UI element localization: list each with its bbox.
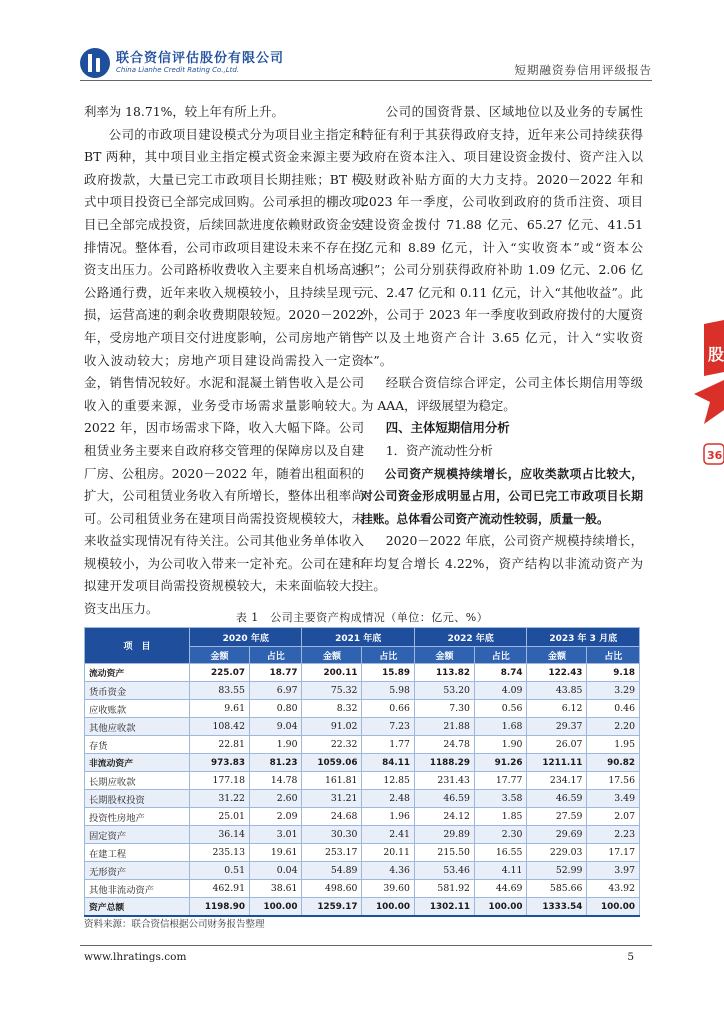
row-label: 其他非流动资产	[85, 880, 190, 898]
logo-english-name: China Lianhe Credit Rating Co.,Ltd.	[116, 66, 240, 74]
share-cell: 2.09	[249, 808, 302, 826]
amount-cell: 29.37	[527, 718, 587, 736]
share-cell: 90.82	[587, 754, 640, 772]
paragraph: 公司的市政项目建设模式分为项目业主指定和 BT 两种，其中项目业主指定模式资金来源主要为政府拨款，大量已完工市政项目长期挂账；BT 模式中项目投资已全部完成回购。公司承担的棚改项目已全部完成投资，后续回款进度依赖财政资金安排情况。整体看，公司市政项目建设未来不存在投资支出压力。公司路桥收费收入主要来自机场高速公路通行费，近年来收入规模较小，且持续呈现亏损，运营高速的剩余收费期限较短。2020－2022 年，受房地产项目交付进度影响，公司房地产销售收入波动较大；房地产项目建设尚需投入一定资金，销售情况较好。水泥和混凝土销售收入是公司收入的重要来源，业务受市场需求量影响较大。2022 年，因市场需求下降，收入大幅下降。公司租赁业务主要来自政府移交管理的保障房以及自建厂房、公租房。2020－2022 年，随着出租面积的扩大，公司租赁业务收入有所增长，整体出租率尚可。公司租赁业务在建项目尚需投资规模较大，未来收益实现情况有待关注。公司其他业务单体收入规模较小，为公司收入带来一定补充。公司在建和拟建开发项目尚需投资规模较大，未来面临较大投资支出压力。	[84, 126, 364, 617]
amount-cell: 1198.90	[190, 898, 250, 917]
left-column	[84, 101, 364, 621]
period-header: 2022 年底	[414, 628, 526, 647]
amount-cell: 235.13	[190, 844, 250, 862]
amount-cell: 53.46	[414, 862, 474, 880]
row-label: 长期应收款	[85, 772, 190, 790]
amount-cell: 54.89	[302, 862, 362, 880]
amount-cell: 26.07	[527, 736, 587, 754]
amount-cell: 1059.06	[302, 754, 362, 772]
table-row	[85, 736, 640, 754]
share-cell: 7.23	[362, 718, 415, 736]
share-cell: 81.23	[249, 754, 302, 772]
share-cell: 38.61	[249, 880, 302, 898]
share-header: 占比	[474, 647, 527, 664]
subsection-heading: 1．资产流动性分析	[385, 442, 493, 458]
asset-composition-table	[84, 627, 640, 917]
table-row	[85, 880, 640, 898]
table-source-note: 资料来源：联合资信根据公司财务报告整理	[84, 919, 265, 930]
share-cell: 17.17	[587, 844, 640, 862]
row-label: 长期股权投资	[85, 790, 190, 808]
paragraph: 2020－2022 年底，公司资产规模持续增长，年均复合增长 4.22%，资产结构以非流动资产为主。	[361, 533, 643, 594]
amount-cell: 161.81	[302, 772, 362, 790]
amount-cell: 52.99	[527, 862, 587, 880]
page-header	[80, 40, 652, 90]
amount-cell: 31.22	[190, 790, 250, 808]
amount-cell: 27.59	[527, 808, 587, 826]
share-cell: 2.41	[362, 826, 415, 844]
amount-cell: 24.68	[302, 808, 362, 826]
share-cell: 0.04	[249, 862, 302, 880]
table-caption: 表 1 公司主要资产构成情况（单位：亿元、%）	[235, 611, 489, 624]
amount-cell: 46.59	[414, 790, 474, 808]
amount-cell: 83.55	[190, 682, 250, 700]
row-label: 流动资产	[85, 664, 190, 682]
amount-cell: 22.81	[190, 736, 250, 754]
amount-cell: 200.11	[302, 664, 362, 682]
paragraph: 公司的国资背景、区域地位以及业务的专属性特征有利于其获得政府支持，近年来公司持续获得政府在资本注入、项目建设资金拨付、资产注入以及财政补贴方面的大力支持。2020－2022 年和 2023 年一季度，公司收到政府的货币注资、项目建设资金拨付 71.88 亿元、65.27 亿元、41.51 亿元和 8.89 亿元，计入“实收资本”或“资本公积”；公司分别获得政府补助 1.09 亿元、2.06 亿元、2.47 亿元和 0.11 亿元，计入“其他收益”。此外，公司于 2023 年一季度收到政府拨付的大厦资产以及土地资产合计 3.65 亿元，计入“实收资本”。	[361, 104, 643, 368]
share-cell: 14.78	[249, 772, 302, 790]
amount-cell: 229.03	[527, 844, 587, 862]
amount-cell: 43.85	[527, 682, 587, 700]
amount-cell: 22.32	[302, 736, 362, 754]
share-cell: 1.77	[362, 736, 415, 754]
row-label: 应收账款	[85, 700, 190, 718]
share-cell: 1.85	[474, 808, 527, 826]
share-header: 占比	[362, 647, 415, 664]
amount-cell: 113.82	[414, 664, 474, 682]
table-body	[85, 664, 640, 917]
amount-cell: 1188.29	[414, 754, 474, 772]
amount-cell: 30.30	[302, 826, 362, 844]
share-cell: 1.68	[474, 718, 527, 736]
share-cell: 17.77	[474, 772, 527, 790]
amount-cell: 1302.11	[414, 898, 474, 917]
period-header: 2023 年 3 月底	[527, 628, 640, 647]
share-cell: 100.00	[249, 898, 302, 917]
item-header: 项 目	[85, 628, 190, 664]
amount-header: 金额	[527, 647, 587, 664]
amount-cell: 29.69	[527, 826, 587, 844]
share-cell: 0.46	[587, 700, 640, 718]
amount-cell: 122.43	[527, 664, 587, 682]
share-cell: 100.00	[362, 898, 415, 917]
amount-cell: 498.60	[302, 880, 362, 898]
share-cell: 1.95	[587, 736, 640, 754]
share-cell: 5.98	[362, 682, 415, 700]
share-cell: 4.36	[362, 862, 415, 880]
amount-header: 金额	[190, 647, 250, 664]
share-cell: 15.89	[362, 664, 415, 682]
share-cell: 3.58	[474, 790, 527, 808]
share-cell: 2.20	[587, 718, 640, 736]
share-cell: 3.29	[587, 682, 640, 700]
amount-cell: 7.30	[414, 700, 474, 718]
share-cell: 0.66	[362, 700, 415, 718]
share-header: 占比	[587, 647, 640, 664]
table-row	[85, 682, 640, 700]
logo-chinese-name: 联合资信评估股份有限公司	[116, 51, 285, 66]
period-header: 2020 年底	[190, 628, 302, 647]
row-label: 货币资金	[85, 682, 190, 700]
share-cell: 0.56	[474, 700, 527, 718]
paragraph: 利率为 18.71%，较上年有所上升。	[84, 104, 284, 119]
share-cell: 20.11	[362, 844, 415, 862]
share-cell: 9.18	[587, 664, 640, 682]
share-cell: 2.60	[249, 790, 302, 808]
row-label: 存货	[85, 736, 190, 754]
table-row	[85, 862, 640, 880]
amount-cell: 29.89	[414, 826, 474, 844]
table-row	[85, 826, 640, 844]
footer-divider	[80, 945, 652, 946]
row-label: 无形资产	[85, 862, 190, 880]
star-shape	[694, 380, 724, 424]
share-cell: 100.00	[587, 898, 640, 917]
share-header: 占比	[249, 647, 302, 664]
amount-cell: 21.88	[414, 718, 474, 736]
amount-cell: 225.07	[190, 664, 250, 682]
row-label: 资产总额	[85, 898, 190, 917]
amount-cell: 177.18	[190, 772, 250, 790]
share-cell: 2.48	[362, 790, 415, 808]
amount-cell: 24.12	[414, 808, 474, 826]
share-cell: 1.96	[362, 808, 415, 826]
amount-cell: 253.17	[302, 844, 362, 862]
share-cell: 3.97	[587, 862, 640, 880]
share-cell: 39.60	[362, 880, 415, 898]
amount-cell: 462.91	[190, 880, 250, 898]
share-cell: 1.90	[249, 736, 302, 754]
page-number: 5	[627, 951, 634, 963]
share-cell: 1.90	[474, 736, 527, 754]
share-cell: 3.01	[249, 826, 302, 844]
share-cell: 0.80	[249, 700, 302, 718]
amount-cell: 1211.11	[527, 754, 587, 772]
share-cell: 2.23	[587, 826, 640, 844]
amount-cell: 581.92	[414, 880, 474, 898]
share-cell: 12.85	[362, 772, 415, 790]
row-label: 固定资产	[85, 826, 190, 844]
amount-cell: 1259.17	[302, 898, 362, 917]
amount-header: 金额	[414, 647, 474, 664]
amount-cell: 1333.54	[527, 898, 587, 917]
amount-cell: 46.59	[527, 790, 587, 808]
table-row	[85, 808, 640, 826]
key-finding-paragraph: 公司资产规模持续增长，应收类款项占比较大，对公司资金形成明显占用，公司已完工市政项目长期挂账。总体看公司资产流动性较弱，质量一般。	[361, 466, 643, 526]
share-cell: 8.74	[474, 664, 527, 682]
company-logo	[80, 48, 284, 78]
share-cell: 18.77	[249, 664, 302, 682]
row-label: 在建工程	[85, 844, 190, 862]
amount-cell: 75.32	[302, 682, 362, 700]
table-row	[85, 898, 640, 917]
header-divider	[80, 80, 652, 81]
share-cell: 4.09	[474, 682, 527, 700]
share-cell: 100.00	[474, 898, 527, 917]
side-tab-number: 36	[707, 449, 723, 462]
amount-cell: 585.66	[527, 880, 587, 898]
amount-cell: 0.51	[190, 862, 250, 880]
share-cell: 16.55	[474, 844, 527, 862]
share-cell: 84.11	[362, 754, 415, 772]
table-row	[85, 844, 640, 862]
lianhe-logo-icon	[80, 48, 110, 78]
period-header: 2021 年底	[302, 628, 414, 647]
table-row	[85, 772, 640, 790]
footer-website: www.lhratings.com	[84, 951, 187, 963]
row-label: 非流动资产	[85, 754, 190, 772]
share-cell: 6.97	[249, 682, 302, 700]
amount-cell: 8.32	[302, 700, 362, 718]
amount-cell: 9.61	[190, 700, 250, 718]
amount-header: 金额	[302, 647, 362, 664]
amount-cell: 973.83	[190, 754, 250, 772]
side-tab-decoration	[690, 320, 724, 470]
share-cell: 17.56	[587, 772, 640, 790]
amount-cell: 24.78	[414, 736, 474, 754]
share-cell: 2.30	[474, 826, 527, 844]
amount-cell: 31.21	[302, 790, 362, 808]
side-tab-text: 股	[708, 345, 724, 364]
row-label: 其他应收款	[85, 718, 190, 736]
share-cell: 43.92	[587, 880, 640, 898]
amount-cell: 25.01	[190, 808, 250, 826]
share-cell: 9.04	[249, 718, 302, 736]
amount-cell: 215.50	[414, 844, 474, 862]
share-cell: 3.49	[587, 790, 640, 808]
amount-cell: 231.43	[414, 772, 474, 790]
table-row	[85, 754, 640, 772]
amount-cell: 91.02	[302, 718, 362, 736]
paragraph: 经联合资信综合评定，公司主体长期信用等级为 AAA，评级展望为稳定。	[361, 375, 643, 413]
amount-cell: 234.17	[527, 772, 587, 790]
amount-cell: 36.14	[190, 826, 250, 844]
amount-cell: 108.42	[190, 718, 250, 736]
section-heading: 四、主体短期信用分析	[385, 420, 510, 436]
share-cell: 2.07	[587, 808, 640, 826]
table-row	[85, 718, 640, 736]
amount-cell: 53.20	[414, 682, 474, 700]
report-title: 短期融资券信用评级报告	[514, 63, 652, 77]
amount-cell: 6.12	[527, 700, 587, 718]
share-cell: 91.26	[474, 754, 527, 772]
table-row	[85, 664, 640, 682]
share-cell: 4.11	[474, 862, 527, 880]
table-row	[85, 700, 640, 718]
right-column	[361, 101, 643, 598]
table-row	[85, 790, 640, 808]
row-label: 投资性房地产	[85, 808, 190, 826]
share-cell: 19.61	[249, 844, 302, 862]
share-cell: 44.69	[474, 880, 527, 898]
